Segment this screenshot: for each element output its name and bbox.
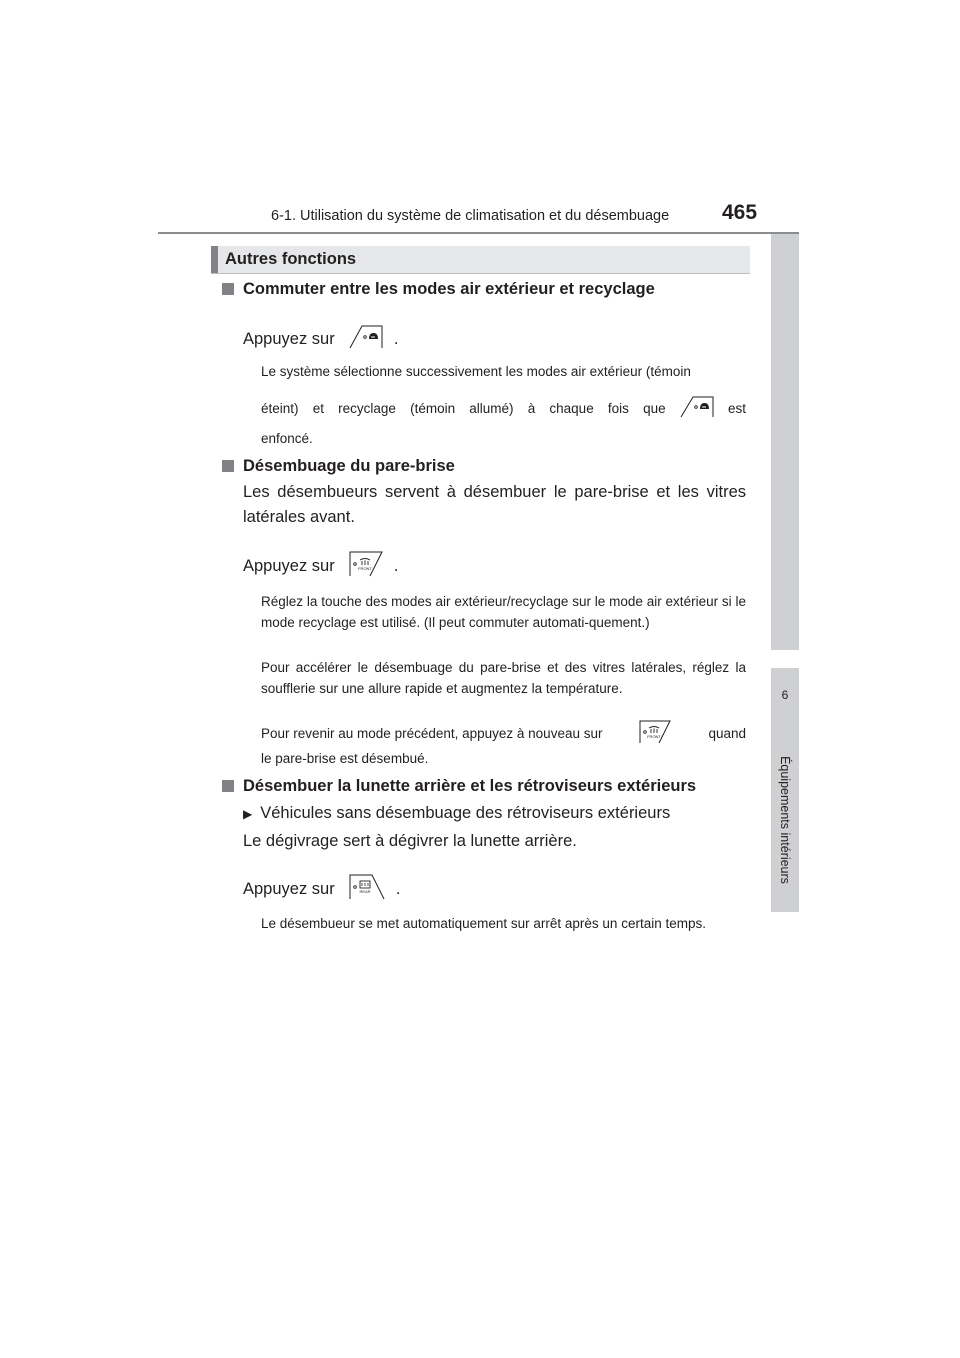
recirculation-icon	[349, 325, 383, 354]
windshield-intro: Les désembueurs servent à désembuer le pare-brise et les vitres latérales avant.	[243, 483, 746, 526]
chapter-label: Équipements intérieurs	[778, 756, 792, 884]
svg-text:REAR: REAR	[359, 889, 371, 894]
rear-note: Le désembueur se met automatiquement sur arrêt après un certain temps.	[261, 916, 706, 931]
chapter-title: 6-1. Utilisation du système de climatisation et du désembuage	[271, 208, 670, 224]
rear-intro: Le dégivrage sert à dégivrer la lunette arrière.	[243, 832, 577, 850]
windshield-press: Appuyez sur FRONT .	[243, 551, 399, 582]
windshield-heading: Désembuage du pare-brise	[222, 457, 455, 476]
recirc-note-line3: enfoncé.	[261, 431, 313, 446]
windshield-note1: Réglez la touche des modes air extérieur/recyclage sur le mode air extérieur si le mode recyclage est utilisé. (Il peut commuter automati-quement.)	[261, 594, 746, 630]
windshield-note3: Pour revenir au mode précédent, appuyez à nouveau sur FRONT quand	[261, 720, 746, 747]
svg-text:FRONT: FRONT	[647, 734, 662, 739]
triangle-bullet-icon: ▶	[243, 807, 253, 821]
recirc-note-line2: éteint) et recyclage (témoin allumé) à chaque fois que est	[261, 396, 746, 421]
bullet-square-icon	[222, 283, 234, 295]
recirculation-icon	[680, 396, 714, 421]
rear-defogger-icon	[349, 874, 385, 905]
chapter-number: 6	[781, 688, 789, 702]
header-rule	[158, 232, 799, 234]
windshield-note3-cont: le pare-brise est désembué.	[261, 751, 429, 766]
bullet-square-icon	[222, 780, 234, 792]
windshield-note2: Pour accélérer le désembuage du pare-brise et des vitres latérales, réglez la soufflerie sur une allure rapide et augmentez la température.	[261, 660, 746, 696]
section-title: Autres fonctions	[225, 250, 357, 268]
windshield-defogger-icon	[639, 720, 671, 747]
section-header	[211, 246, 750, 274]
rear-press: Appuyez sur REAR .	[243, 874, 401, 905]
rear-condition: ▶ Véhicules sans désembuage des rétroviseurs extérieurs	[243, 804, 671, 822]
page-number: 465	[722, 201, 758, 224]
side-tab-upper	[771, 234, 799, 650]
recirc-heading: Commuter entre les modes air extérieur et recyclage	[222, 280, 655, 299]
windshield-defogger-icon	[349, 551, 383, 582]
bullet-square-icon	[222, 460, 234, 472]
svg-text:FRONT: FRONT	[358, 566, 373, 571]
section-accent	[211, 246, 218, 273]
rear-heading: Désembuer la lunette arrière et les rétroviseurs extérieurs	[222, 777, 696, 796]
recirc-press: Appuyez sur .	[243, 325, 399, 354]
recirc-note-line1: Le système sélectionne successivement les modes air extérieur (témoin	[261, 364, 691, 379]
